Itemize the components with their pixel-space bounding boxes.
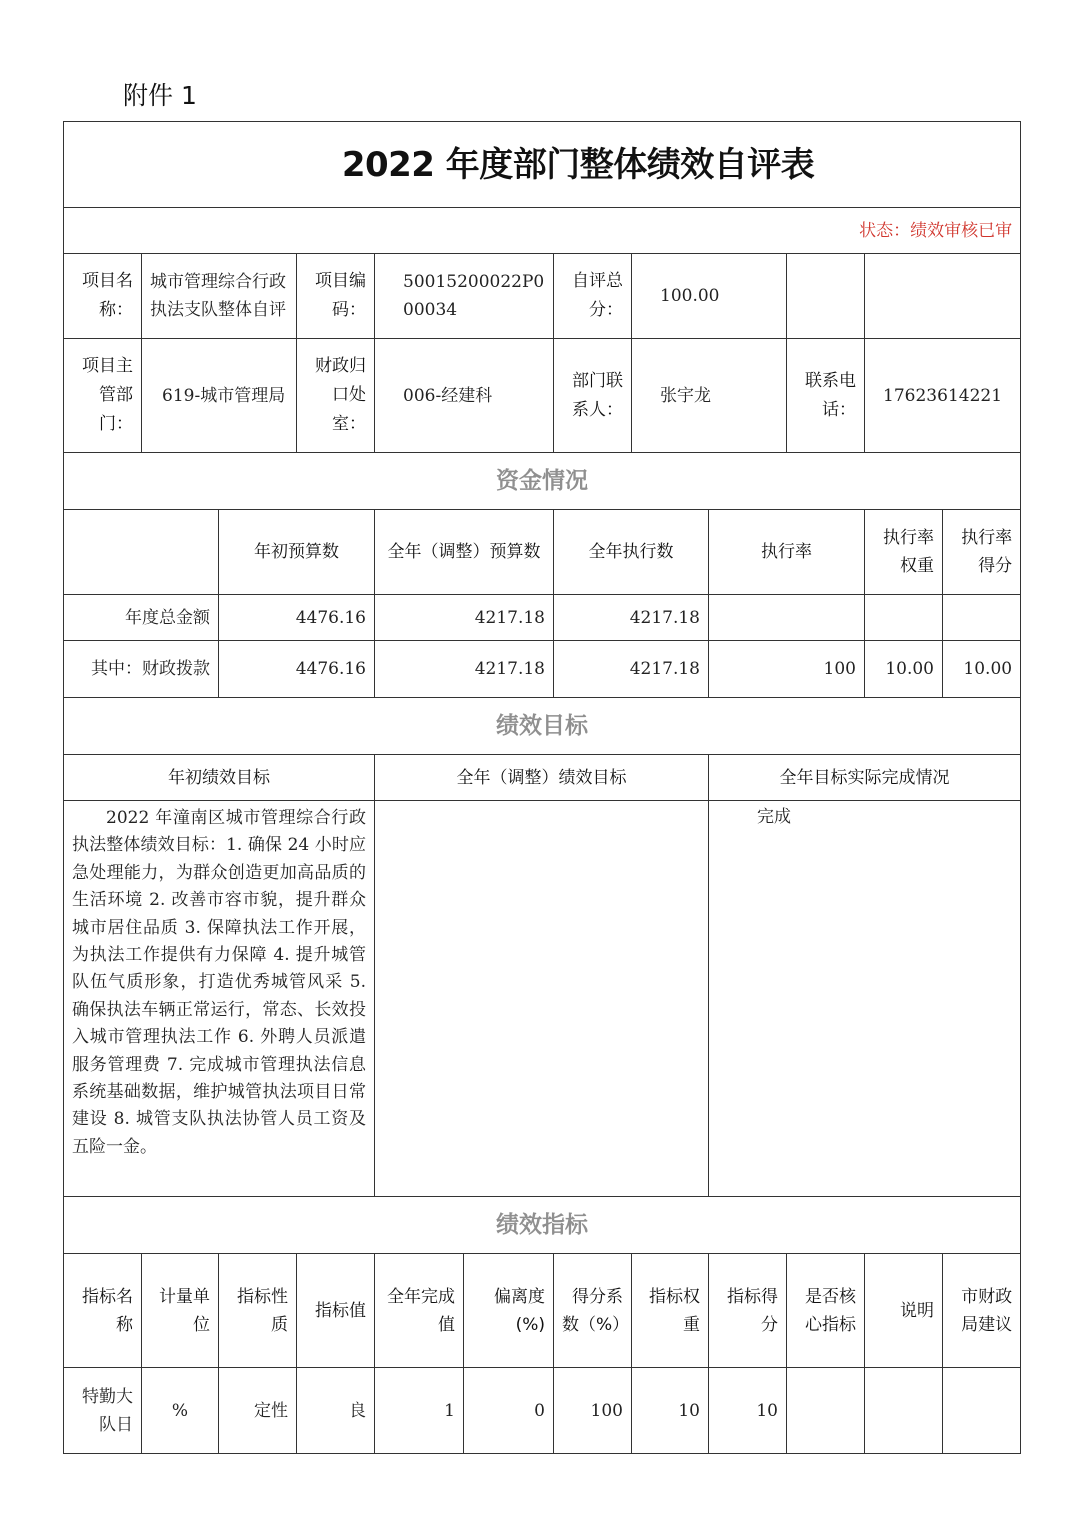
indicator-unit: % xyxy=(142,1368,219,1454)
project-name-label: 项目名称： xyxy=(64,254,142,339)
funds-rate: 100 xyxy=(709,641,865,698)
funds-weight: 10.00 xyxy=(865,641,943,698)
funds-header-rate: 执行率 xyxy=(709,510,865,595)
status-text: 状态：绩效审核已审 xyxy=(64,208,1021,254)
table-row xyxy=(64,1368,1021,1454)
funds-header-executed: 全年执行数 xyxy=(554,510,709,595)
table-row xyxy=(64,641,1021,698)
goals-header-adjusted: 全年（调整）绩效目标 xyxy=(375,755,709,801)
indicator-core xyxy=(787,1368,865,1454)
indicator-header-unit: 计量单位 xyxy=(142,1254,219,1368)
indicator-header-value: 指标值 xyxy=(297,1254,375,1368)
attachment-label: 附件 1 xyxy=(123,81,197,110)
indicator-header-coef: 得分系数（%） xyxy=(554,1254,632,1368)
indicator-actual: 1 xyxy=(375,1368,464,1454)
adjusted-goal-text xyxy=(375,801,709,1197)
funds-row-label: 年度总金额 xyxy=(64,595,219,641)
initial-goal-text: 2022 年潼南区城市管理综合行政执法整体绩效目标：1. 确保 24 小时应急处理能力，为群众创造更加高品质的生活环境 2. 改善市容市貌，提升群众城市居住品质 3. 保障执法工作开展，为执法工作提供有力保障 4. 提升城管队伍气质形象，打造优秀城管风采 5. 确保执法车辆正常运行，常态、长效投入城市管理执法工作 6. 外聘人员派遣服务管理费 7. 完成城市管理执法信息系统基础数据，维护城管执法项目日常建设 8. 城管支队执法协管人员工资及五险一金。 xyxy=(64,801,375,1197)
indicator-header-core: 是否核心指标 xyxy=(787,1254,865,1368)
actual-completion-text: 完成 xyxy=(709,801,1021,1197)
indicator-score: 10 xyxy=(709,1368,787,1454)
page-title: 2022 年度部门整体绩效自评表 xyxy=(64,122,1021,208)
indicator-header-note: 说明 xyxy=(865,1254,943,1368)
phone-value: 17623614221 xyxy=(865,339,1021,453)
goals-header-initial: 年初绩效目标 xyxy=(64,755,375,801)
indicator-header-score: 指标得分 xyxy=(709,1254,787,1368)
funds-weight xyxy=(865,595,943,641)
indicator-deviation: 0 xyxy=(464,1368,554,1454)
contact-label: 部门联系人： xyxy=(554,339,632,453)
self-score-label: 自评总分： xyxy=(554,254,632,339)
indicator-header-nature: 指标性质 xyxy=(219,1254,297,1368)
evaluation-table xyxy=(63,121,1021,1454)
indicator-value: 良 xyxy=(297,1368,375,1454)
funds-header-score: 执行率得分 xyxy=(943,510,1021,595)
indicators-section-title: 绩效指标 xyxy=(64,1197,1021,1254)
funds-header-adjusted: 全年（调整）预算数 xyxy=(375,510,554,595)
funds-adjusted: 4217.18 xyxy=(375,641,554,698)
contact-value: 张宇龙 xyxy=(632,339,787,453)
funds-score: 10.00 xyxy=(943,641,1021,698)
project-code-value: 50015200022P000034 xyxy=(375,254,554,339)
funds-executed: 4217.18 xyxy=(554,641,709,698)
supervisor-value: 619-城市管理局 xyxy=(142,339,297,453)
funds-rate xyxy=(709,595,865,641)
goals-header-actual: 全年目标实际完成情况 xyxy=(709,755,1021,801)
funds-executed: 4217.18 xyxy=(554,595,709,641)
evaluation-form xyxy=(63,121,1020,1454)
funds-adjusted: 4217.18 xyxy=(375,595,554,641)
funds-initial: 4476.16 xyxy=(219,641,375,698)
funds-initial: 4476.16 xyxy=(219,595,375,641)
table-row xyxy=(64,595,1021,641)
self-score-value: 100.00 xyxy=(632,254,787,339)
indicator-weight: 10 xyxy=(632,1368,709,1454)
indicator-suggestion xyxy=(943,1368,1021,1454)
goals-section-title: 绩效目标 xyxy=(64,698,1021,755)
indicator-coef: 100 xyxy=(554,1368,632,1454)
project-code-label: 项目编码： xyxy=(297,254,375,339)
supervisor-label: 项目主管部门： xyxy=(64,339,142,453)
indicator-header-suggestion: 市财政局建议 xyxy=(943,1254,1021,1368)
indicator-header-name: 指标名称 xyxy=(64,1254,142,1368)
indicator-header-deviation: 偏离度(%) xyxy=(464,1254,554,1368)
indicator-name: 特勤大队日 xyxy=(64,1368,142,1454)
funds-score xyxy=(943,595,1021,641)
funds-header-initial: 年初预算数 xyxy=(219,510,375,595)
funds-header-blank xyxy=(64,510,219,595)
project-name-value: 城市管理综合行政执法支队整体自评 xyxy=(142,254,297,339)
indicator-header-actual: 全年完成值 xyxy=(375,1254,464,1368)
funds-section-title: 资金情况 xyxy=(64,453,1021,510)
funds-row-label: 其中：财政拨款 xyxy=(64,641,219,698)
empty-cell xyxy=(865,254,1021,339)
funds-header-weight: 执行率权重 xyxy=(865,510,943,595)
indicator-nature: 定性 xyxy=(219,1368,297,1454)
finance-office-label: 财政归口处室： xyxy=(297,339,375,453)
phone-label: 联系电话： xyxy=(787,339,865,453)
indicator-note xyxy=(865,1368,943,1454)
empty-cell xyxy=(787,254,865,339)
indicator-header-weight: 指标权重 xyxy=(632,1254,709,1368)
finance-office-value: 006-经建科 xyxy=(375,339,554,453)
